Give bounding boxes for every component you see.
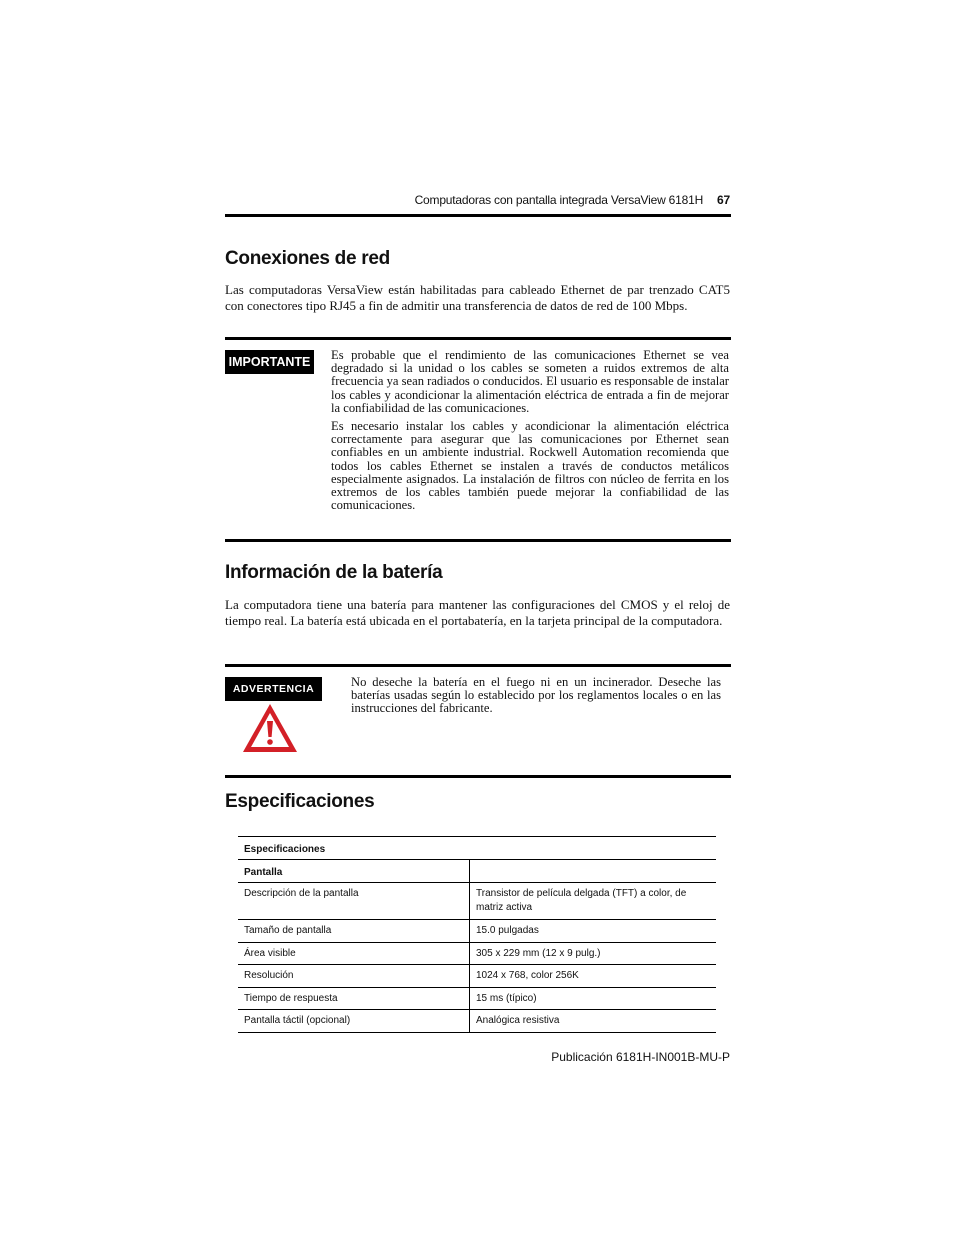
- important-notice-paragraph-1: Es probable que el rendimiento de las comunicaciones Ethernet se vea degradado si la unidad o los cables se someten a ruidos extremos de alta frecuencia ya sean radiados o conducidos. El usuario es responsable de instalar los cables y acondicionar la alimentación eléctrica de entrada a fin de mejorar la confiabilidad de las comunicaciones.: [331, 348, 729, 415]
- table-row: [238, 883, 716, 920]
- table-cell-label: Pantalla táctil (opcional): [238, 1010, 470, 1033]
- table-cell-value: 15 ms (típico): [470, 988, 717, 1010]
- table-cell-label: Resolución: [238, 965, 470, 988]
- table-cell-value: 15.0 pulgadas: [470, 920, 717, 943]
- notice-top-rule: [225, 337, 731, 340]
- table-cell-value: 305 x 229 mm (12 x 9 pulg.): [470, 943, 717, 965]
- table-row: [238, 1010, 716, 1033]
- table-cell-label: Descripción de la pantalla: [238, 883, 470, 920]
- table-row: [238, 988, 716, 1010]
- publication-footer: Publicación 6181H-IN001B-MU-P: [551, 1050, 730, 1064]
- page-number: 67: [717, 193, 730, 207]
- table-cell-label: Área visible: [238, 943, 470, 965]
- warning-top-rule: [225, 664, 731, 667]
- warning-bottom-rule: [225, 775, 731, 778]
- table-cell-label: Tiempo de respuesta: [238, 988, 470, 1010]
- warning-text: No deseche la batería en el fuego ni en un incinerador. Deseche las baterías usadas según lo establecido por los reglamentos locales o en las instrucciones del fabricante.: [351, 675, 721, 716]
- table-title: Especificaciones: [238, 837, 716, 860]
- battery-paragraph: La computadora tiene una batería para mantener las configuraciones del CMOS y el reloj de tiempo real. La batería está ubicada en el portabatería, en la tarjeta principal de la computadora.: [225, 597, 730, 628]
- table-row: [238, 920, 716, 943]
- section-heading-network: Conexiones de red: [225, 248, 390, 269]
- important-notice-paragraph-2: Es necesario instalar los cables y acondicionar la alimentación eléctrica correctamente para asegurar que las comunicaciones por Ethernet sean confiables en un ambiente industrial. Rockwell Automation recomienda que todos los cables Ethernet se instalen a través de conductos metálicos especialmente asignados. La instalación de filtros con núcleo de ferrita en los extremos de los cables también puede mejorar la confiabilidad de las comunicaciones.: [331, 419, 729, 513]
- table-group-empty-cell: [470, 860, 717, 883]
- warning-triangle-icon: [241, 702, 299, 759]
- warning-badge: ADVERTENCIA: [225, 677, 322, 701]
- important-notice-body: [331, 349, 729, 512]
- table-title-row: [238, 837, 716, 860]
- table-group-label: Pantalla: [238, 860, 470, 883]
- notice-bottom-rule: [225, 539, 731, 542]
- section-heading-battery: Información de la batería: [225, 562, 443, 583]
- table-cell-value: Analógica resistiva: [470, 1010, 717, 1033]
- running-title: Computadoras con pantalla integrada VersaView 6181H: [414, 193, 704, 207]
- running-header: [225, 193, 730, 207]
- network-paragraph: Las computadoras VersaView están habilitadas para cableado Ethernet de par trenzado CAT5 con conectores tipo RJ45 a fin de admitir una transferencia de datos de red de 100 Mbps.: [225, 282, 730, 313]
- table-cell-value: Transistor de película delgada (TFT) a color, de matriz activa: [470, 883, 717, 920]
- table-group-row: [238, 860, 716, 883]
- section-heading-specs: Especificaciones: [225, 791, 375, 812]
- table-cell-value: 1024 x 768, color 256K: [470, 965, 717, 988]
- header-rule: [225, 214, 731, 217]
- specifications-table: [238, 836, 716, 1033]
- table-row: [238, 965, 716, 988]
- table-row: [238, 943, 716, 965]
- important-badge: IMPORTANTE: [225, 350, 314, 374]
- table-cell-label: Tamaño de pantalla: [238, 920, 470, 943]
